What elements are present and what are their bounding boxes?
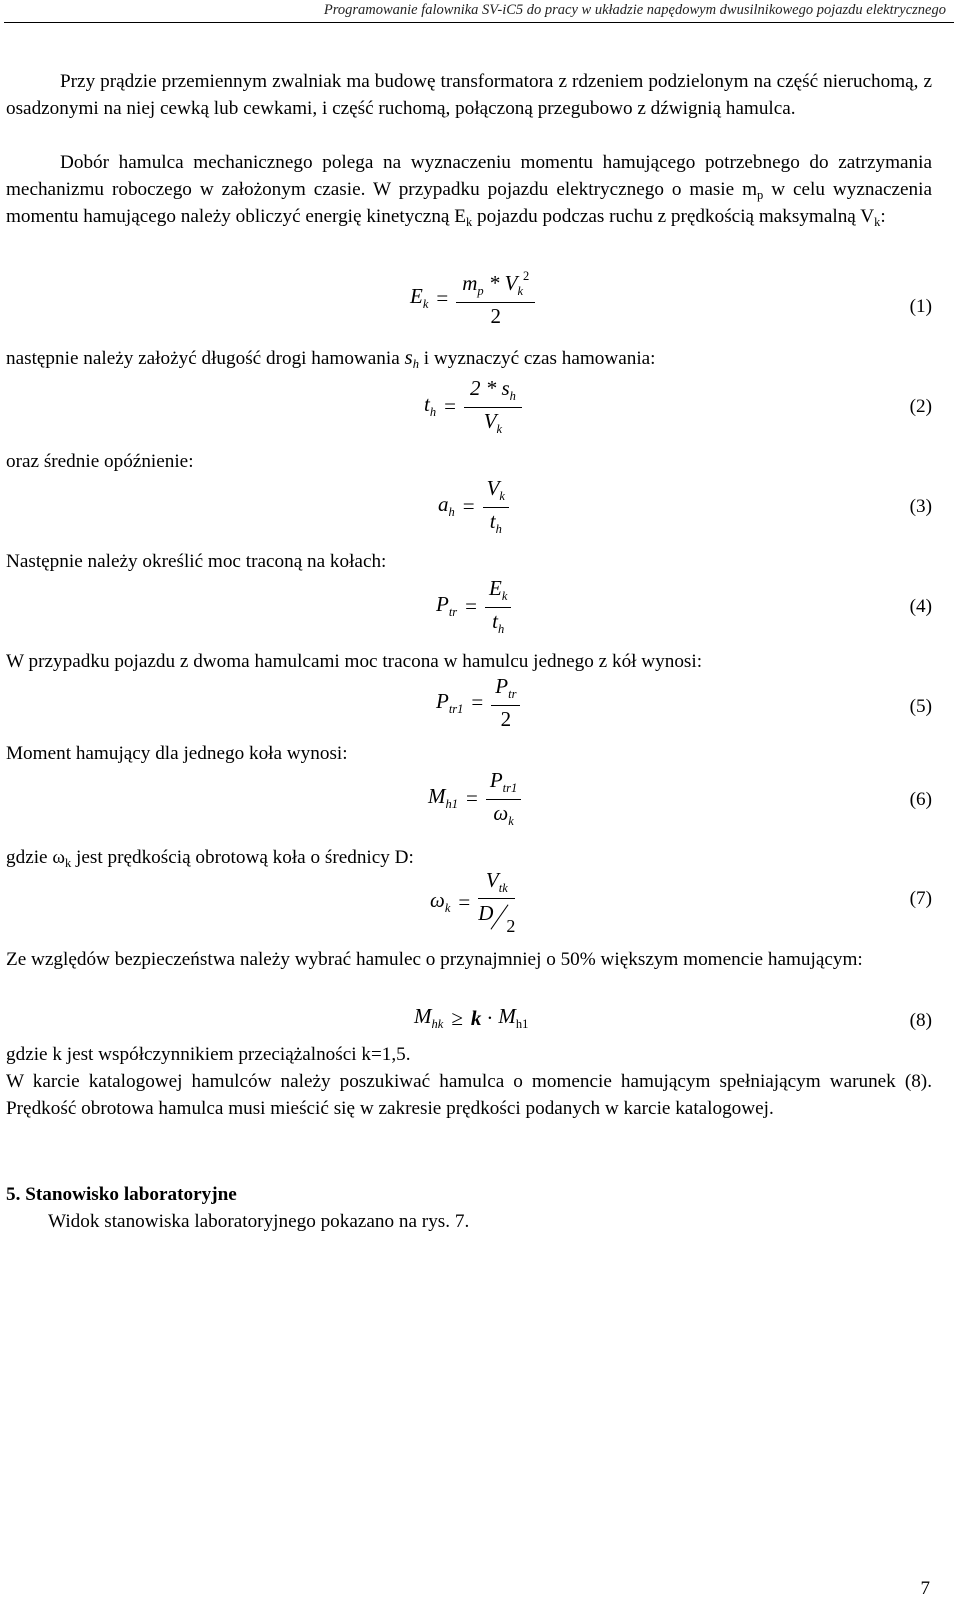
eq8-rhs: M [498, 1004, 516, 1028]
eq1-square: 2 [523, 269, 530, 283]
eq6-label: (6) [909, 789, 932, 810]
paragraph-1-text: Przy prądzie przemiennym zwalniak ma budowę transformatora z rdzeniem podzielonym na część nieruchomą, z osadzonymi na niej cewką lub cewkami, i część ruchomą, połączoną przegubowo z dźwignią hamulca. [6, 71, 932, 119]
eq8-lhs: M [414, 1004, 432, 1028]
eq1-lhs: E [410, 284, 423, 308]
eq7-label: (7) [909, 888, 932, 909]
paragraph-2-text [6, 149, 932, 230]
eq3-num: V [486, 476, 500, 500]
eq6-lhs: M [428, 784, 446, 809]
eq3-lhs: a [438, 492, 449, 517]
eq4-fraction [485, 578, 511, 635]
paragraph-2-part-d: : [880, 206, 886, 227]
eq8-dot: · [486, 1005, 494, 1030]
equation-1 [410, 270, 535, 327]
eq5-lhs-sub: tr1 [448, 701, 464, 716]
section-heading [6, 1181, 932, 1208]
eq6-num-sub: tr1 [502, 781, 518, 795]
eq7-lhs-sub: k [444, 901, 451, 915]
text-angular-speed [6, 844, 932, 871]
eq1-star-v: * V [483, 271, 518, 295]
eq5-label: (5) [909, 696, 932, 717]
eq1-equals: = [436, 285, 449, 310]
paragraph-2 [6, 149, 932, 230]
equation-6 [428, 770, 521, 827]
eq3-lhs-sub: h [448, 505, 455, 520]
page-number: 7 [920, 1578, 930, 1599]
eq6-num: P [489, 768, 503, 792]
section-title: Stanowisko laboratoryjne [25, 1184, 237, 1205]
text-average-deceleration: oraz średnie opóźnienie: [6, 451, 194, 472]
eq2-lhs-sub: h [429, 405, 437, 420]
eq3-fraction [483, 478, 509, 535]
eq6-den: ω [493, 800, 509, 825]
paragraph-safety-text: Ze względów bezpieczeństwa należy wybrać hamulec o przynajmniej o 50% większym momencie hamującym: [6, 949, 863, 970]
eq1-lhs-sub: k [422, 297, 429, 311]
paragraph-safety [6, 946, 932, 973]
eq5-den: 2 [500, 706, 512, 731]
eq2-label: (2) [909, 396, 932, 417]
subscript-k: k [465, 215, 473, 229]
text8-a: gdzie ω [6, 847, 65, 868]
paragraph-2-part-c: pojazdu podczas ruchu z prędkością maksymalną V [472, 206, 875, 227]
eq4-num-sub: k [501, 589, 508, 603]
paragraph-catalog [6, 1068, 932, 1122]
eq8-rhs-sub: h1 [515, 1017, 529, 1031]
equation-4 [436, 578, 511, 635]
eq7-equals: = [458, 889, 471, 914]
equation-8 [414, 1006, 528, 1031]
text8-sub: k [64, 856, 72, 870]
eq2-den-sub: k [496, 421, 503, 436]
eq4-label: (4) [909, 596, 932, 617]
eq3-den: t [489, 508, 496, 533]
eq8-k: k [470, 1005, 482, 1030]
eq2-lhs: t [424, 392, 430, 417]
eq3-den-sub: h [495, 521, 502, 536]
section-text: Widok stanowiska laboratoryjnego pokazano na rys. 7. [48, 1211, 470, 1232]
text3-h: h [412, 357, 419, 371]
eq6-equals: = [466, 786, 478, 810]
eq4-equals: = [465, 594, 478, 618]
text3-s: s [404, 345, 413, 369]
eq4-lhs: P [436, 592, 449, 617]
text-two-brakes: W przypadku pojazdu z dwoma hamulcami moc tracona w hamulcu jednego z kół wynosi: [6, 651, 703, 672]
eq5-equals: = [471, 690, 484, 715]
eq2-fraction [464, 378, 522, 435]
eq3-equals: = [462, 494, 475, 518]
paragraph-1 [6, 68, 932, 122]
eq7-den: D [478, 900, 494, 925]
text8-b: jest prędkością obrotową koła o średnicy D: [71, 847, 414, 868]
equation-3 [438, 478, 509, 535]
equation-7 [430, 870, 515, 935]
section-number: 5. [6, 1184, 21, 1205]
eq1-fraction [456, 270, 535, 327]
eq2-den: V [483, 408, 497, 433]
eq3-num-sub: k [499, 489, 505, 503]
eq1-num: m [462, 271, 478, 295]
text-braking-moment: Moment hamujący dla jednego koła wynosi: [6, 743, 348, 764]
eq1-v-sub: k [517, 284, 524, 298]
eq4-num: E [489, 576, 502, 600]
eq4-lhs-sub: tr [448, 605, 458, 620]
eq8-label: (8) [909, 1010, 932, 1031]
paragraph-2-part-a: Dobór hamulca mechanicznego polega na wyznaczeniu momentu hamującego potrzebnego do zatrzymania mechanizmu roboczego w założonym czasie. W przypadku pojazdu elektrycznego o masie m [6, 152, 932, 200]
text-power-loss: Następnie należy określić moc traconą na kołach: [6, 551, 387, 572]
paragraph-2-part-b: w celu wyznaczenia momentu hamującego należy obliczyć energię kinetyczną E [6, 179, 932, 227]
eq5-fraction [491, 676, 520, 730]
equation-2 [424, 378, 522, 435]
eq4-den: t [492, 608, 498, 633]
eq7-lhs: ω [430, 888, 445, 912]
eq6-fraction [486, 770, 521, 827]
eq6-den-sub: k [508, 813, 514, 828]
subscript-p: p [757, 188, 764, 202]
eq8-geq: ≥ [451, 1005, 463, 1030]
subscript-k-2: k [874, 215, 881, 229]
eq7-den2: 2 [506, 915, 516, 936]
eq4-den-sub: h [498, 621, 505, 636]
eq2-num: 2 * s [469, 376, 510, 400]
header-rule [4, 22, 954, 23]
eq5-num-sub: tr [508, 687, 517, 701]
eq7-num: V [485, 868, 499, 892]
eq5-lhs: P [436, 688, 449, 713]
eq7-num-sub: tk [498, 881, 508, 895]
equation-5 [436, 676, 520, 730]
eq7-fraction [478, 870, 515, 935]
paragraph-catalog-text: W karcie katalogowej hamulców należy poszukiwać hamulca o momencie hamującym spełniającym warunek (8). Prędkość obrotowa hamulca musi mieścić się w zakresie prędkości podanych w karcie katalogowej. [6, 1071, 932, 1119]
text3-b: i wyznaczyć czas hamowania: [418, 348, 656, 369]
text3-a: następnie należy założyć długość drogi hamowania [6, 348, 405, 369]
text-braking-distance [6, 344, 932, 372]
eq6-lhs-sub: h1 [445, 797, 458, 812]
eq5-num: P [495, 674, 509, 698]
eq1-den: 2 [490, 303, 502, 328]
eq3-label: (3) [909, 496, 932, 517]
running-header: Programowanie falownika SV-iC5 do pracy w układzie napędowym dwusilnikowego pojazdu elektrycznego [323, 2, 946, 18]
eq2-equals: = [444, 394, 456, 418]
eq2-num-sub: h [509, 389, 516, 403]
eq8-lhs-sub: hk [431, 1017, 444, 1031]
eq1-num-sub: p [477, 284, 484, 298]
eq1-label: (1) [909, 296, 932, 317]
text-overload-coefficient: gdzie k jest współczynnikiem przeciążalności k=1,5. [6, 1044, 411, 1065]
